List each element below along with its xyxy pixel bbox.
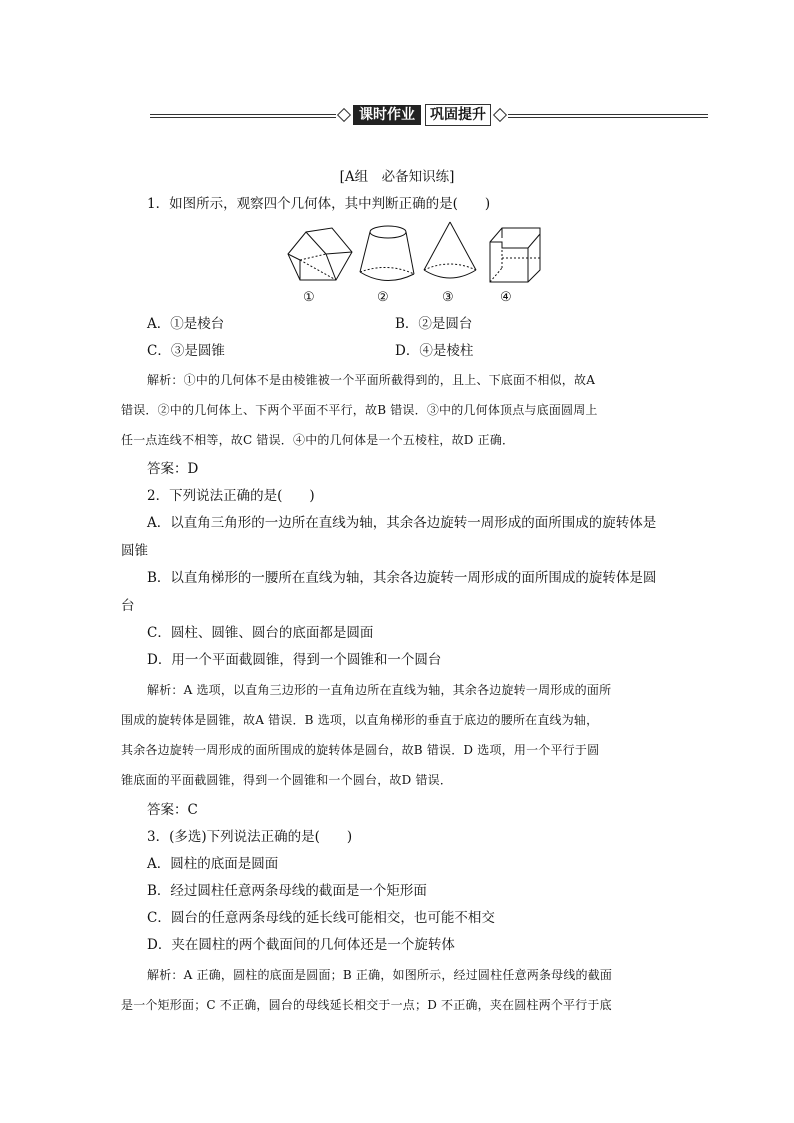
q2-stem: 2．下列说法正确的是( ): [147, 488, 315, 504]
diamond-icon: [337, 108, 351, 122]
section-banner: [150, 104, 708, 126]
figure-label-3: ③: [442, 290, 454, 305]
q2-option-line: 台: [121, 598, 135, 614]
group-title: [A组 必备知识练]: [339, 169, 455, 185]
q1-solution-line: 错误．②中的几何体上、下两个平面不平行，故B 错误．③中的几何体顶点与底面圆周上: [121, 403, 598, 417]
q3-solution-line: 解析：A 正确，圆柱的底面是圆面；B 正确，如图所示，经过圆柱任意两条母线的截面: [147, 968, 613, 982]
q3-option: C．圆台的任意两条母线的延长线可能相交，也可能不相交: [147, 910, 495, 926]
q2-solution-line: 锥底面的平面截圆锥，得到一个圆锥和一个圆台，故D 错误．: [121, 773, 453, 787]
solid-2-shape: [360, 226, 414, 281]
q1-option-a: A．①是棱台: [147, 316, 225, 332]
q1-option-c: C．③是圆锥: [147, 343, 225, 359]
figure-label-1: ①: [303, 290, 315, 305]
q3-stem: 3．(多选)下列说法正确的是( ): [147, 829, 353, 845]
figure-label-2: ②: [377, 290, 389, 305]
banner-right-label: 巩固提升: [425, 104, 491, 126]
q3-solution-line: 是一个矩形面；C 不正确，圆台的母线延长相交于一点；D 不正确，夹在圆柱两个平行于底: [121, 998, 612, 1012]
q1-option-d: D．④是棱柱: [395, 343, 474, 359]
solid-4-shape: [490, 228, 540, 282]
q1-solution-line: 解析：①中的几何体不是由棱锥被一个平面所截得到的，且上、下底面不相似，故A: [147, 373, 596, 387]
solid-3-shape: [424, 222, 476, 278]
q1-option-b: B．②是圆台: [395, 316, 473, 332]
q1-figure: [280, 218, 550, 288]
figure-label-4: ④: [500, 290, 512, 305]
q2-option-line: 圆锥: [121, 543, 148, 559]
q1-answer: 答案：D: [147, 461, 199, 477]
q1-stem: 1．如图所示，观察四个几何体，其中判断正确的是( ): [147, 196, 491, 212]
q2-solution-line: 其余各边旋转一周形成的面所围成的旋转体是圆台，故B 错误．D 选项，用一个平行于圆: [121, 743, 600, 757]
banner-left-label: 课时作业: [353, 105, 421, 125]
q2-option-line: B．以直角梯形的一腰所在直线为轴，其余各边旋转一周形成的面所围成的旋转体是圆: [147, 570, 657, 586]
q3-option: B．经过圆柱任意两条母线的截面是一个矩形面: [147, 883, 427, 899]
q3-option: D．夹在圆柱的两个截面间的几何体还是一个旋转体: [147, 937, 455, 953]
q2-solution-line: 解析：A 选项，以直角三边形的一直角边所在直线为轴，其余各边旋转一周形成的面所: [147, 683, 612, 697]
q2-option-line: C．圆柱、圆锥、圆台的底面都是圆面: [147, 625, 374, 641]
solid-1-shape: [288, 228, 352, 280]
diamond-icon: [493, 108, 507, 122]
q2-solution-line: 围成的旋转体是圆锥，故A 错误．B 选项，以直角梯形的垂直于底边的腰所在直线为轴，: [121, 713, 599, 727]
q1-solution-line: 任一点连线不相等，故C 错误．④中的几何体是一个五棱柱，故D 正确．: [121, 433, 515, 447]
q2-answer: 答案：C: [147, 802, 198, 818]
q2-option-line: A．以直角三角形的一边所在直线为轴，其余各边旋转一周形成的面所围成的旋转体是: [147, 515, 657, 531]
q2-option-line: D．用一个平面截圆锥，得到一个圆锥和一个圆台: [147, 652, 442, 668]
banner-badge: [336, 104, 508, 126]
q3-option: A．圆柱的底面是圆面: [147, 856, 279, 872]
